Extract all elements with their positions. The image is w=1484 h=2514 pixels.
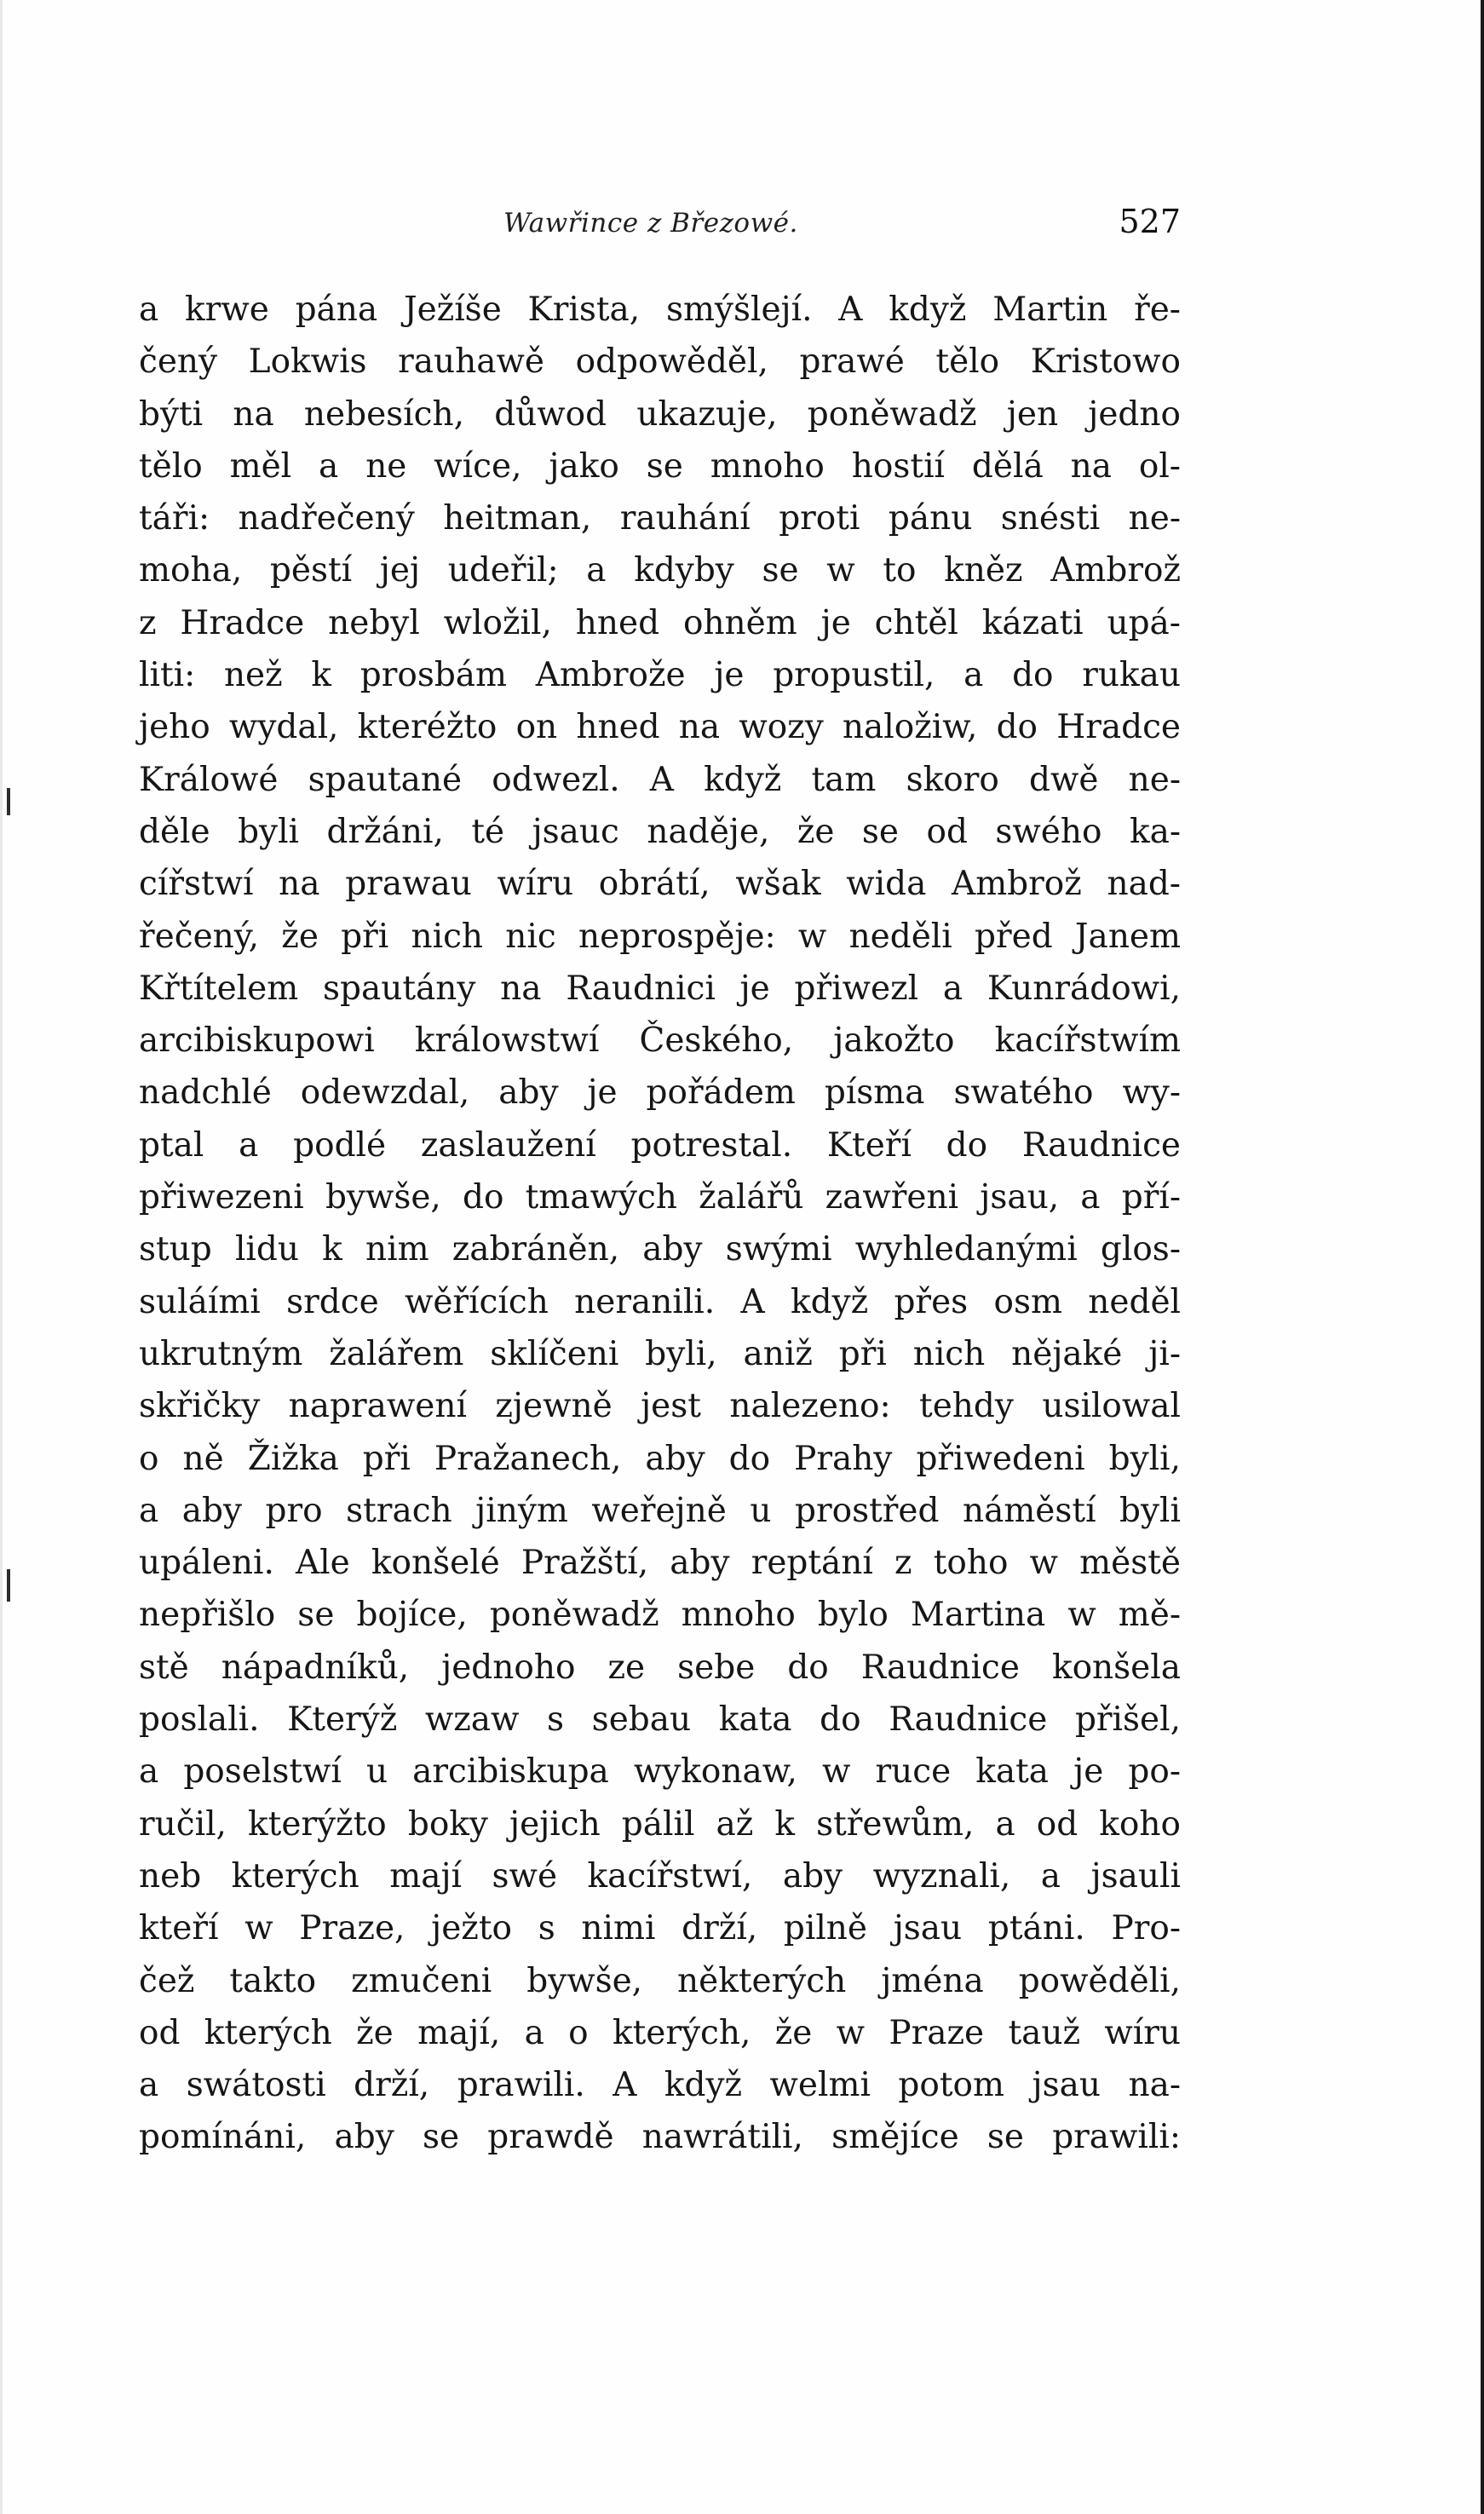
text-line: stě nápadníků, jednoho ze sebe do Raudnice konšela bbox=[139, 1648, 1181, 1687]
text-line: přiwezeni bywše, do tmawých žalářů zawřeni jsau, a pří- bbox=[139, 1178, 1181, 1217]
text-line: a swátosti drží, prawili. A když welmi potom jsau na- bbox=[139, 2066, 1181, 2105]
text-line: poslali. Kterýž wzaw s sebau kata do Raudnice přišel, bbox=[139, 1700, 1181, 1740]
text-line: od kterých že mají, a o kterých, že w Praze tauž wíru bbox=[139, 2013, 1181, 2052]
text-line: řečený, že při nich nic neprospěje: w neděli před Janem bbox=[139, 917, 1181, 956]
text-line: stup lidu k nim zabráněn, aby swými wyhledanými glos- bbox=[139, 1230, 1181, 1269]
running-title: Wawřince z Březowé. bbox=[503, 208, 798, 239]
text-line: ručil, kterýžto boky jejich pálil až k střewům, a od koho bbox=[139, 1804, 1181, 1844]
margin-mark bbox=[7, 1569, 10, 1602]
text-line: a aby pro strach jiným weřejně u prostřed náměstí byli bbox=[139, 1491, 1181, 1530]
text-line: arcibiskupowi králowstwí Českého, jakožto kacířstwím bbox=[139, 1021, 1181, 1061]
text-line: čež takto zmučeni bywše, některých jména powěděli, bbox=[139, 1961, 1181, 2000]
body-text bbox=[139, 284, 1181, 2164]
text-line: býti na nebesích, důwod ukazuje, poněwadž jen jedno bbox=[139, 394, 1181, 434]
text-line: upáleni. Ale konšelé Pražští, aby reptání z toho w městě bbox=[139, 1544, 1181, 1583]
margin-mark bbox=[7, 788, 10, 815]
text-line: nepřišlo se bojíce, poněwadž mnoho bylo Martina w mě- bbox=[139, 1596, 1181, 1635]
text-line: z Hradce nebyl wložil, hned ohněm je chtěl kázati upá- bbox=[139, 603, 1181, 642]
text-line: a krwe pána Ježíše Krista, smýšlejí. A když Martin ře- bbox=[139, 291, 1181, 329]
page-header bbox=[139, 203, 1181, 254]
text-line: jeho wydal, kteréžto on hned na wozy naložiw, do Hradce bbox=[139, 708, 1181, 747]
text-line: o ně Žižka při Pražanech, aby do Prahy přiwedeni byli, bbox=[139, 1439, 1181, 1478]
text-line: tělo měl a ne wíce, jako se mnoho hostií dělá na ol- bbox=[139, 446, 1181, 486]
text-line: cířstwí na prawau wíru obrátí, wšak wida Ambrož nad- bbox=[139, 865, 1181, 904]
text-line: liti: než k prosbám Ambrože je propustil, a do rukau bbox=[139, 656, 1181, 695]
text-line: děle byli držáni, té jsauc naděje, že se od swého ka- bbox=[139, 812, 1181, 851]
text-line: moha, pěstí jej udeřil; a kdyby se w to kněz Ambrož bbox=[139, 551, 1181, 590]
text-line: pomínáni, aby se prawdě nawrátili, smějíce se prawili: bbox=[139, 2118, 1181, 2157]
text-line: ptal a podlé zaslaužení potrestal. Kteří do Raudnice bbox=[139, 1125, 1181, 1165]
text-line: suláími srdce wěřících neranili. A když přes osm neděl bbox=[139, 1282, 1181, 1321]
page-gutter bbox=[0, 0, 3, 2514]
text-line: nadchlé odewzdal, aby je pořádem písma swatého wy- bbox=[139, 1073, 1181, 1113]
text-line: táři: nadřečený heitman, rauhání proti pánu snésti ne- bbox=[139, 499, 1181, 538]
text-line: skřičky naprawení zjewně jest nalezeno: tehdy usilowal bbox=[139, 1387, 1181, 1426]
text-line: kteří w Praze, ježto s nimi drží, pilně jsau ptáni. Pro- bbox=[139, 1909, 1181, 1948]
text-line: a poselstwí u arcibiskupa wykonaw, w ruce kata je po- bbox=[139, 1752, 1181, 1792]
text-line: čený Lokwis rauhawě odpowěděl, prawé tělo Kristowo bbox=[139, 342, 1181, 382]
scan-border bbox=[1481, 0, 1484, 2514]
text-line: neb kterých mají swé kacířstwí, aby wyznali, a jsauli bbox=[139, 1856, 1181, 1896]
text-line: Králowé spautané odwezl. A když tam skoro dwě ne- bbox=[139, 760, 1181, 799]
text-line: ukrutným žalářem sklíčeni byli, aniž při nich nějaké ji- bbox=[139, 1334, 1181, 1373]
text-line: Křtítelem spautány na Raudnici je přiwezl a Kunrádowi, bbox=[139, 969, 1181, 1008]
page-number: 527 bbox=[1119, 203, 1181, 240]
